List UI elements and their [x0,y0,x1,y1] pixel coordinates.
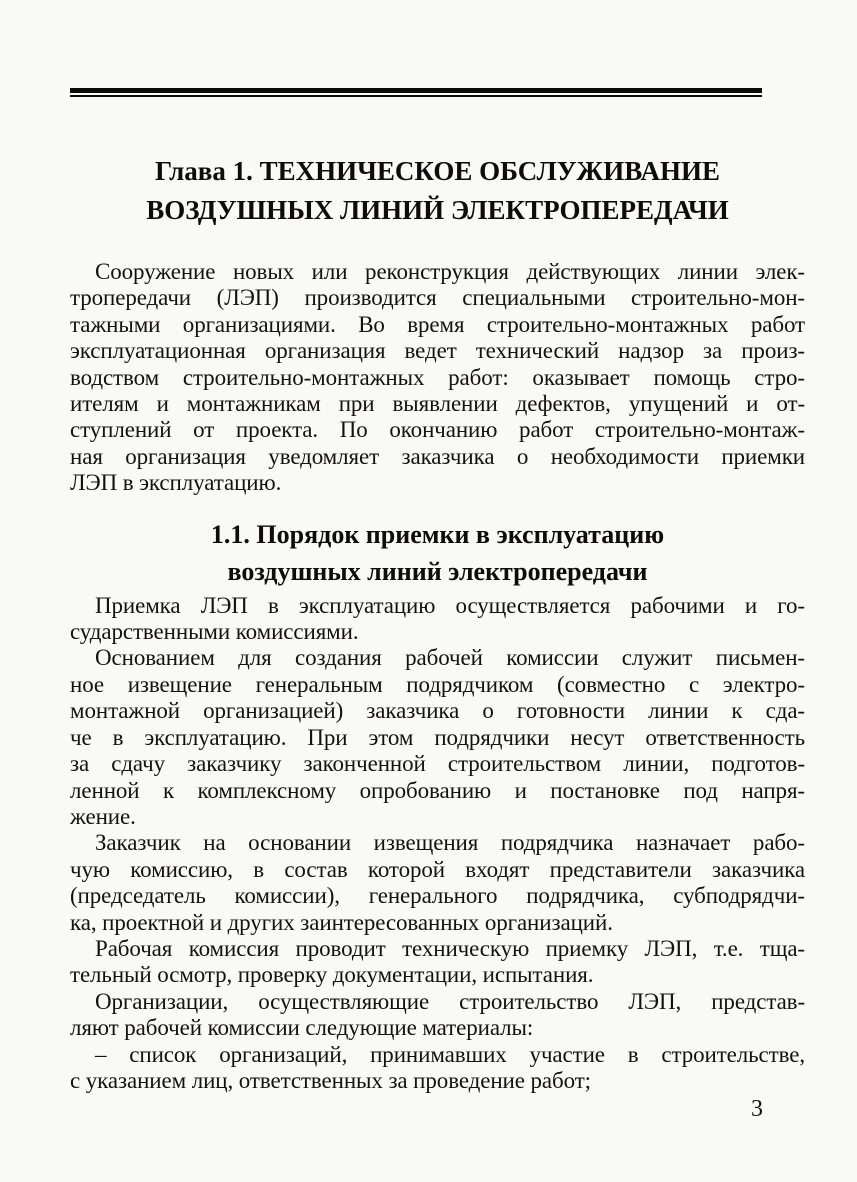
header-rule-thick [70,88,762,93]
list-item-line: с указанием лиц, ответственных за проведение работ; [70,1067,591,1093]
paragraph-line: ленной к комплексному опробованию и постановке под напря- [70,777,805,803]
paragraph-line: сударственными комиссиями. [70,619,359,645]
paragraph [70,645,805,830]
section-heading-line: воздушных линий электропередачи [227,556,648,586]
page-number: 3 [751,1096,763,1122]
list-item-line: – список организаций, принимавших участие в строительстве, [95,1041,805,1067]
chapter-heading-line: Глава 1. ТЕХНИЧЕСКОЕ ОБСЛУЖИВАНИЕ [154,156,721,186]
list-item [70,1042,805,1095]
paragraph-line: Организации, осуществляющие строительство ЛЭП, представ- [95,988,805,1014]
chapter-heading [70,152,805,230]
paragraph [70,989,805,1042]
paragraph-line: жение. [70,803,136,829]
paragraph-line: тельный осмотр, проверку документации, испытания. [70,962,594,988]
paragraph-line: водством строительно-монтажных работ: оказывает помощь стро- [70,364,805,390]
paragraph-line: Приемка ЛЭП в эксплуатацию осуществляется рабочими и го- [95,592,805,618]
paragraph [70,593,805,646]
paragraph-line: за сдачу заказчику законченной строительством линии, подготов- [70,751,805,777]
paragraph-line: че в эксплуатацию. При этом подрядчики несут ответственность [70,724,805,750]
paragraph-line: ЛЭП в эксплуатацию. [70,470,282,496]
header-rule-thin [70,95,762,97]
paragraph-line: Заказчик на основании извещения подрядчика назначает рабо- [95,830,805,856]
paragraph-line: ступлений от проекта. По окончанию работ строительно-монтаж- [70,417,805,443]
paragraph-line: тропередачи (ЛЭП) производится специальными строительно-мон- [70,285,805,311]
paragraph-line: ителям и монтажникам при выявлении дефектов, упущений и от- [70,391,805,417]
paragraph [70,259,805,497]
paragraph-line: ляют рабочей комиссии следующие материалы: [70,1015,534,1041]
paragraph-line: ная организация уведомляет заказчика о необходимости приемки [70,443,805,469]
header-rule [70,88,762,97]
paragraph-line: тажными организациями. Во время строительно-монтажных работ [70,311,805,337]
section-heading-line: 1.1. Порядок приемки в эксплуатацию [210,519,665,549]
paragraph-line: эксплуатационная организация ведет технический надзор за произ- [70,338,805,364]
paragraph-line: Основанием для создания рабочей комиссии служит письмен- [95,645,805,671]
paragraph [70,830,805,936]
paragraph-line: ное извещение генеральным подрядчиком (совместно с электро- [70,671,805,697]
paragraph-line: чую комиссию, в состав которой входят представители заказчика [70,856,805,882]
section-heading [70,516,805,590]
paragraph-line: Рабочая комиссия проводит техническую приемку ЛЭП, т.е. тща- [95,935,805,961]
page-content [0,152,857,1094]
paragraph-line: ка, проектной и других заинтересованных организаций. [70,909,613,935]
paragraph [70,936,805,989]
paragraph-line: монтажной организацией) заказчика о готовности линии к сда- [70,698,805,724]
chapter-heading-line: ВОЗДУШНЫХ ЛИНИЙ ЭЛЕКТРОПЕРЕДАЧИ [146,195,729,225]
paragraph-line: (председатель комиссии), генерального подрядчика, субподрядчи- [70,883,805,909]
paragraph-line: Сооружение новых или реконструкция действующих линии элек- [95,259,805,284]
